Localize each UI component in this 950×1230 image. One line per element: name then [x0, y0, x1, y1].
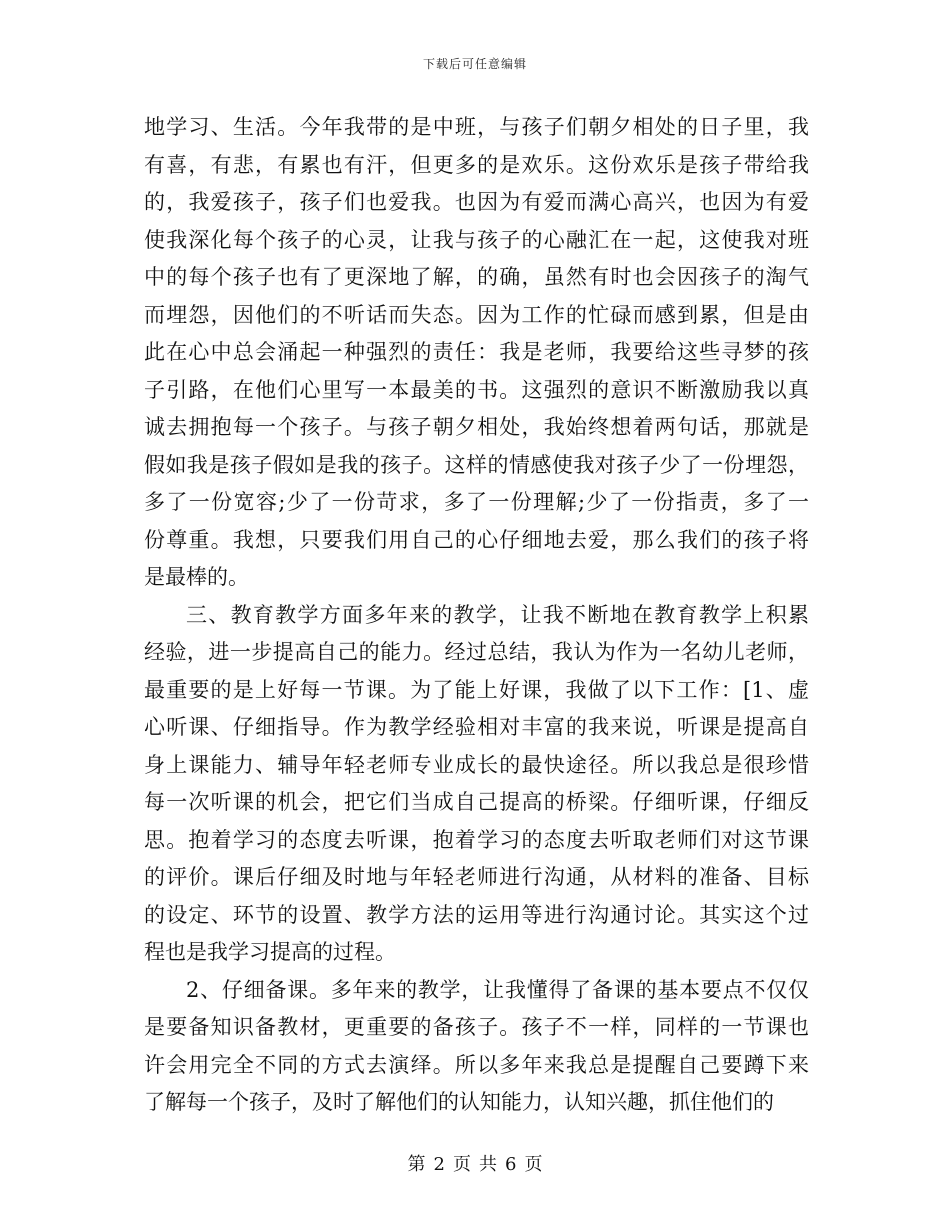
text-line: 的设定、环节的设置、教学方法的运用等进行沟通讨论。其实这个过 [144, 902, 809, 927]
footer-word-ye-2: 页 [524, 1154, 543, 1175]
footer-total-pages: 6 [505, 1154, 517, 1175]
page-footer [0, 1150, 950, 1176]
text-line: 经验，进一步提高自己的能力。经过总结，我认为作为一名幼儿老师， [144, 640, 809, 664]
footer-word-ye: 页 [453, 1154, 471, 1175]
text-line: 思。抱着学习的态度去听课，抱着学习的态度去听取老师们对这节课 [144, 827, 809, 852]
text-line: 使我深化每个孩子的心灵，让我与孩子的心融汇在一起，这使我对班 [144, 227, 809, 252]
document-body [144, 109, 809, 1122]
paragraph [144, 109, 809, 597]
text-line: 中的每个孩子也有了更深地了解，的确，虽然有时也会因孩子的淘气 [144, 265, 809, 289]
footer-current-page: 2 [433, 1154, 445, 1175]
text-line: 了解每一个孩子，及时了解他们的认知能力，认知兴趣，抓住他们的 [144, 1090, 774, 1114]
text-line: 的，我爱孩子，孩子们也爱我。也因为有爱而满心高兴，也因为有爱 [144, 190, 809, 214]
footer-word-di: 第 [407, 1154, 426, 1175]
text-line: 的评价。课后仔细及时地与年轻老师进行沟通，从材料的准备、目标 [144, 865, 809, 889]
text-line: 假如我是孩子假如是我的孩子。这样的情感使我对孩子少了一份埋怨， [144, 452, 809, 477]
paragraph [144, 972, 809, 1122]
text-line: 多了一份宽容;少了一份苛求，多了一份理解;少了一份指责，多了一 [144, 490, 809, 514]
text-line: 子引路，在他们心里写一本最美的书。这强烈的意识不断激励我以真 [144, 377, 809, 402]
text-line: 地学习、生活。今年我带的是中班，与孩子们朝夕相处的日子里，我 [144, 115, 809, 139]
text-line: 程也是我学习提高的过程。 [144, 940, 396, 964]
text-line: 三、教育教学方面多年来的教学，让我不断地在教育教学上积累 [186, 602, 809, 627]
text-line: 而埋怨，因他们的不听话而失态。因为工作的忙碌而感到累，但是由 [144, 302, 809, 327]
text-line: 此在心中总会涌起一种强烈的责任：我是老师，我要给这些寻梦的孩 [144, 340, 809, 364]
paragraph [144, 597, 809, 972]
text-line: 是最棒的。 [144, 565, 249, 589]
header-note: 下载后可任意编辑 [422, 57, 527, 71]
text-line: 许会用完全不同的方式去演绎。所以多年来我总是提醒自己要蹲下来 [144, 1052, 809, 1077]
text-line: 心听课、仔细指导。作为教学经验相对丰富的我来说，听课是提高自 [144, 715, 809, 739]
text-line: 份尊重。我想，只要我们用自己的心仔细地去爱，那么我们的孩子将 [144, 527, 809, 552]
text-line: 最重要的是上好每一节课。为了能上好课，我做了以下工作：[1、虚 [144, 677, 809, 702]
text-line: 2、仔细备课。多年来的教学，让我懂得了备课的基本要点不仅仅 [186, 977, 809, 1002]
text-line: 每一次听课的机会，把它们当成自己提高的桥梁。仔细听课，仔细反 [144, 790, 809, 814]
footer-word-gong: 共 [479, 1154, 497, 1175]
text-line: 有喜，有悲，有累也有汗，但更多的是欢乐。这份欢乐是孩子带给我 [144, 152, 809, 177]
text-line: 是要备知识备教材，更重要的备孩子。孩子不一样，同样的一节课也 [144, 1015, 809, 1039]
text-line: 诚去拥抱每一个孩子。与孩子朝夕相处，我始终想着两句话，那就是 [144, 415, 809, 439]
text-line: 身上课能力、辅导年轻老师专业成长的最快途径。所以我总是很珍惜 [144, 752, 809, 777]
